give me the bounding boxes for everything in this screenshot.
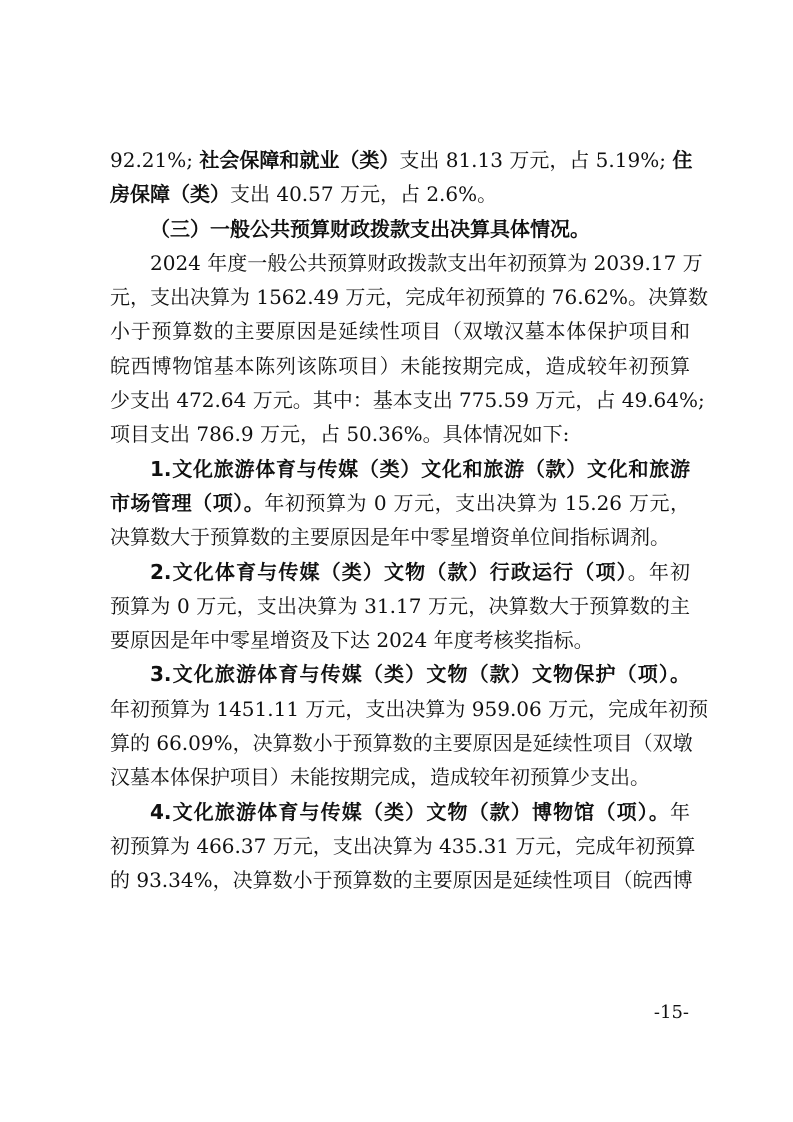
item-1-title-end: 市场管理（项）。 [110,490,265,515]
item-1-title: 1.文化旅游体育与传媒（类）文化和旅游（款）文化和旅游 [150,456,690,481]
paragraph-line: 要原因是年中零星增资及下达 2024 年度考核奖指标。 [110,628,594,653]
paragraph-line: 决算数大于预算数的主要原因是年中零星增资单位间指标调剂。 [110,525,670,550]
text-span: 支出 40.57 万元，占 2.6%。 [230,182,498,207]
paragraph-line: 初预算为 466.37 万元，支出决算为 435.31 万元，完成年初预算 [110,833,696,858]
text-span: 92.21%; [110,148,200,172]
paragraph-line: 小于预算数的主要原因是延续性项目（双墩汉墓本体保护项目和 [110,319,690,344]
text-line [110,555,690,589]
paragraph-line: 皖西博物馆基本陈列该陈项目）未能按期完成，造成较年初预算 [110,353,690,378]
text-line [110,177,690,211]
text-span: 支出 81.13 万元，占 5.19%; [399,148,673,172]
paragraph-line: 算的 66.09%，决算数小于预算数的主要原因是延续性项目（双墩 [110,731,693,756]
text-span: 年初预算为 0 万元，支出决算为 15.26 万元， [264,490,690,515]
text-span: 年 [670,799,690,824]
section-heading: （三）一般公共预算财政拨款支出决算具体情况。 [150,216,590,241]
paragraph-line: 年初预算为 1451.11 万元，支出决算为 959.06 万元，完成年初预 [110,696,709,721]
text-span: 。年初 [627,559,691,584]
paragraph-line: 元，支出决算为 1562.49 万元，完成年初预算的 76.62%。决算数 [110,285,709,310]
item-3-title: 3.文化旅游体育与传媒（类）文物（款）文物保护（项）。 [150,662,690,687]
paragraph-line: 少支出 472.64 万元。其中：基本支出 775.59 万元，占 49.64%; [110,388,705,413]
category-label: 住 [672,148,693,172]
item-4-title: 4.文化旅游体育与传媒（类）文物（款）博物馆（项）。 [150,799,670,824]
item-2-title: 2.文化体育与传媒（类）文物（款）行政运行（项） [150,559,628,584]
text-line [110,486,690,520]
paragraph-line: 预算为 0 万元，支出决算为 31.17 万元，决算数大于预算数的主 [110,593,690,618]
category-label: 社会保障和就业（类） [199,148,400,172]
paragraph-line: 项目支出 786.9 万元，占 50.36%。具体情况如下: [110,422,570,447]
paragraph-line: 2024 年度一般公共预算财政拨款支出年初预算为 2039.17 万 [150,250,703,275]
paragraph-line: 汉墓本体保护项目）未能按期完成，造成较年初预算少支出。 [110,765,650,790]
paragraph-line: 的 93.34%，决算数小于预算数的主要原因是延续性项目（皖西博 [110,868,693,893]
document-body [110,143,709,898]
text-line [110,143,693,177]
category-label: 房保障（类） [110,182,230,207]
text-line [110,795,690,829]
page-number: -15- [653,1002,689,1023]
